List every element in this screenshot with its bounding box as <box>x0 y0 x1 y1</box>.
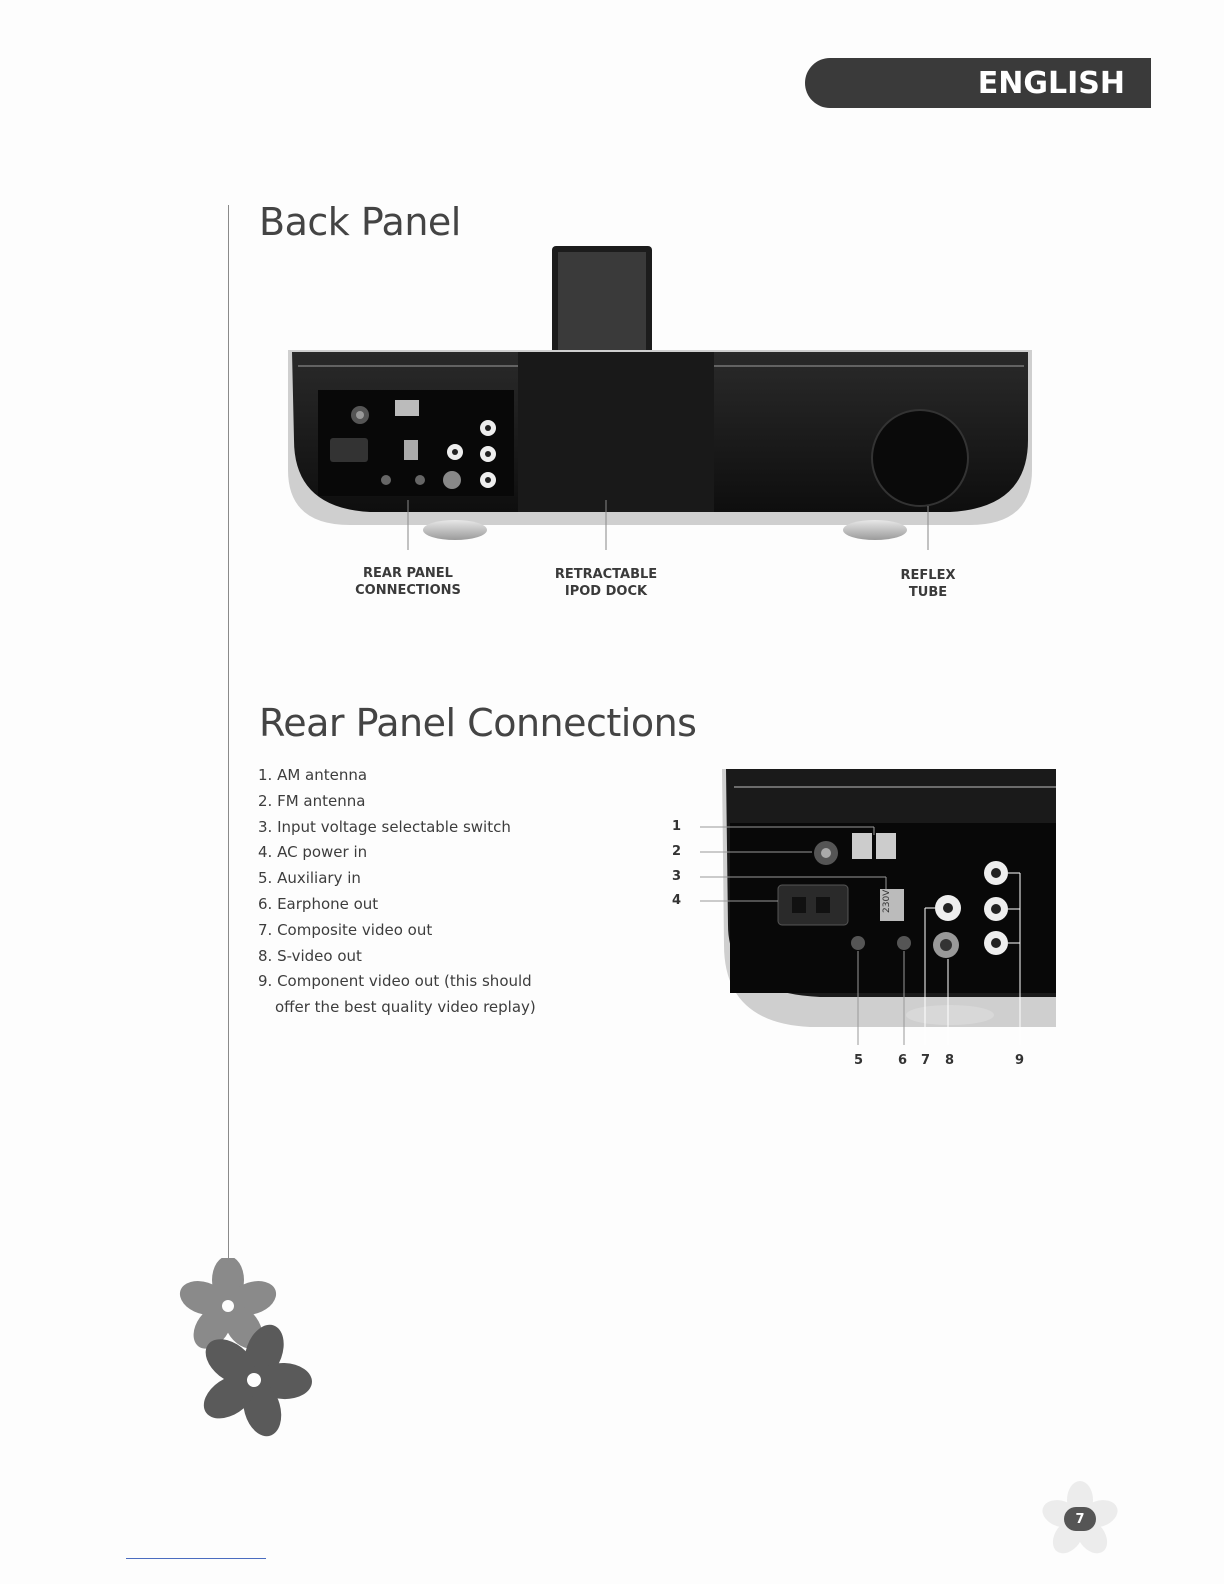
back-panel-photo <box>280 240 1040 550</box>
list-item: 3. Input voltage selectable switch <box>258 817 511 836</box>
rear-panel-title: Rear Panel Connections <box>259 701 697 745</box>
page-number: 7 <box>1064 1507 1096 1531</box>
list-item-continuation: offer the best quality video replay) <box>275 998 536 1017</box>
callout-line: CONNECTIONS <box>355 583 461 598</box>
callout-line: REFLEX <box>900 568 956 583</box>
callout-number: 5 <box>854 1053 864 1068</box>
footer-rule <box>126 1558 266 1559</box>
callout-number: 8 <box>945 1053 955 1068</box>
language-tab-label: ENGLISH <box>977 65 1125 101</box>
callout-retractable-ipod-dock <box>546 566 666 600</box>
callout-number: 9 <box>1015 1053 1025 1068</box>
callout-number: 6 <box>898 1053 908 1068</box>
callout-line: IPOD DOCK <box>564 584 648 599</box>
list-item: 5. Auxiliary in <box>258 869 361 888</box>
list-item: 2. FM antenna <box>258 791 366 810</box>
list-item: 4. AC power in <box>258 843 368 862</box>
callout-number: 4 <box>672 893 682 908</box>
list-item: 9. Component video out (this should <box>258 972 532 991</box>
language-tab <box>805 58 1151 108</box>
callout-number: 3 <box>672 869 682 884</box>
callout-line: REAR PANEL <box>363 566 453 581</box>
margin-rule <box>228 205 229 1265</box>
callout-number: 7 <box>921 1053 931 1068</box>
callout-rear-panel-connections <box>348 565 468 599</box>
rear-panel-closeup-photo <box>690 765 1056 1045</box>
voltage-switch-label: 230V <box>882 889 892 913</box>
callout-number: 1 <box>672 819 682 834</box>
callout-reflex-tube <box>868 567 988 601</box>
list-item: 7. Composite video out <box>258 920 433 939</box>
flower-decoration-icon <box>168 1258 318 1443</box>
list-item: 1. AM antenna <box>258 766 368 784</box>
callout-number: 2 <box>672 844 682 859</box>
list-item: 8. S-video out <box>258 946 362 965</box>
connection-list <box>258 763 536 1021</box>
list-item: 6. Earphone out <box>258 894 379 913</box>
callout-line: TUBE <box>908 585 948 600</box>
back-panel-title: Back Panel <box>259 200 461 244</box>
callout-line: RETRACTABLE <box>554 567 658 582</box>
